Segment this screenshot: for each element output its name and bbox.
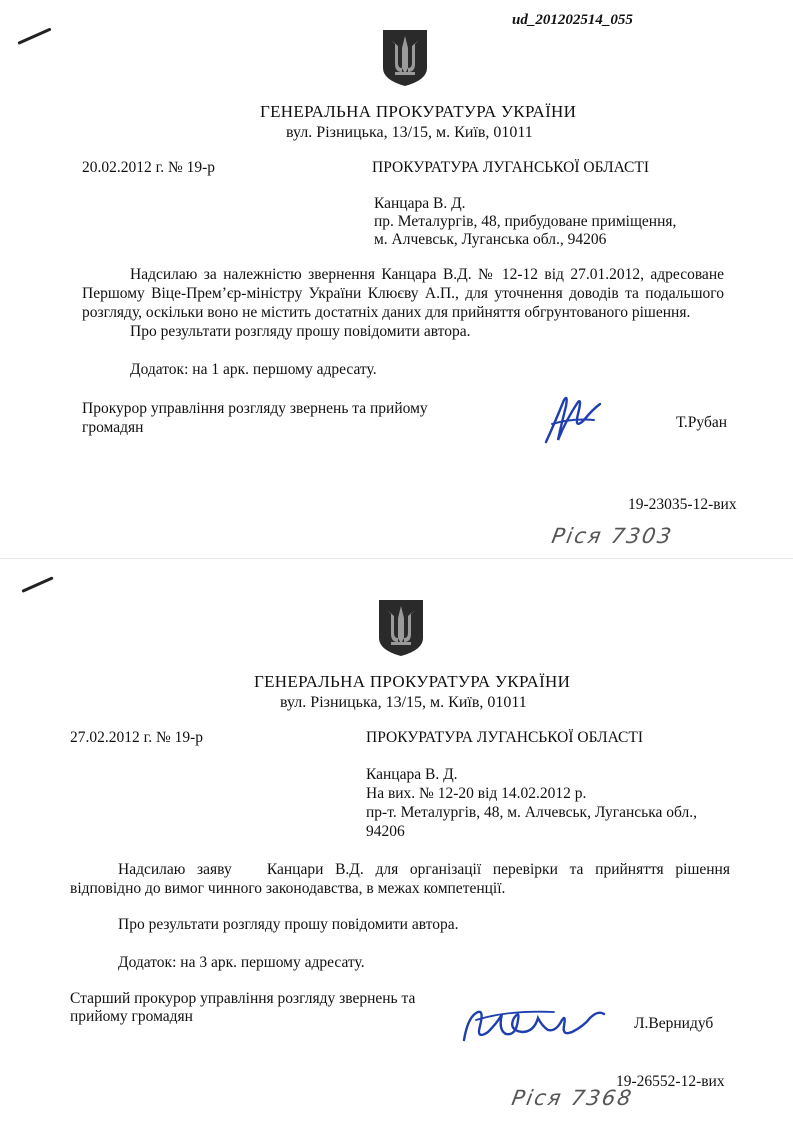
addressee-city: м. Алчевськ, Луганська обл., 94206	[374, 231, 607, 248]
result-request: Про результати розгляду прошу повідомити автора.	[130, 323, 471, 340]
org-address: вул. Різницька, 13/15, м. Київ, 01011	[286, 124, 533, 141]
addressee-postcode: 94206	[366, 823, 405, 840]
registration-stamp: Ріся 7303	[549, 524, 675, 548]
corner-mark	[17, 27, 51, 44]
signature	[538, 390, 608, 450]
document-id: ud_201202514_055	[512, 12, 633, 28]
signer-title-cont: прийому громадян	[70, 1008, 193, 1025]
date-reference: 20.02.2012 г. № 19-р	[82, 159, 216, 176]
org-address: вул. Різницька, 13/15, м. Київ, 01011	[280, 694, 527, 711]
coat-of-arms-icon	[381, 28, 429, 88]
body-line: Першому Віце-Прем’єр-міністру України Клюєву А.П., для уточнення доводів та подальшого	[82, 285, 724, 302]
result-request: Про результати розгляду прошу повідомити автора.	[118, 916, 459, 933]
signer-title-cont: громадян	[82, 419, 144, 436]
addressee-name: Канцара В. Д.	[366, 766, 458, 783]
body-line: відповідно до вимог чинного законодавства, в межах компетенції.	[70, 880, 506, 897]
recipient-org: ПРОКУРАТУРА ЛУГАНСЬКОЇ ОБЛАСТІ	[372, 159, 649, 176]
org-name: ГЕНЕРАЛЬНА ПРОКУРАТУРА УКРАЇНИ	[260, 102, 577, 121]
addressee-address: пр. Металургів, 48, прибудоване приміщення,	[374, 213, 677, 230]
registration-stamp: Ріся 7368	[509, 1086, 635, 1110]
body-line: Надсилаю за належністю звернення Канцара В.Д. № 12-12 від 27.01.2012, адресоване	[130, 266, 724, 283]
outgoing-reference: 19-23035-12-вих	[628, 496, 737, 513]
coat-of-arms-icon	[377, 598, 425, 658]
corner-mark	[21, 576, 53, 593]
date-reference: 27.02.2012 г. № 19-р	[70, 729, 204, 746]
org-name: ГЕНЕРАЛЬНА ПРОКУРАТУРА УКРАЇНИ	[254, 672, 571, 691]
body-line: розгляду, оскільки воно не містить достатніх даних для прийняття обгрунтованого рішення.	[82, 304, 691, 321]
addressee-name: Канцара В. Д.	[374, 195, 466, 212]
signer-name: Л.Вернидуб	[634, 1015, 714, 1032]
signer-title: Старший прокурор управління розгляду звернень та	[70, 990, 416, 1007]
addressee-ref: На вих. № 12-20 від 14.02.2012 р.	[366, 785, 587, 802]
recipient-org: ПРОКУРАТУРА ЛУГАНСЬКОЇ ОБЛАСТІ	[366, 729, 643, 746]
body-line: Надсилаю заяву Канцари В.Д. для організації перевірки та прийняття рішення	[118, 861, 730, 878]
addressee-address: пр-т. Металургів, 48, м. Алчевськ, Луганська обл.,	[366, 804, 697, 821]
signer-name: Т.Рубан	[676, 414, 728, 431]
page-separator	[0, 558, 793, 559]
letter-body	[70, 860, 730, 898]
attachment-note: Додаток: на 1 арк. першому адресату.	[130, 361, 377, 378]
signer-title: Прокурор управління розгляду звернень та прийому	[82, 400, 428, 417]
letter-body	[82, 265, 724, 322]
outgoing-reference: 19-26552-12-вих	[616, 1073, 725, 1090]
signature	[458, 996, 608, 1056]
attachment-note: Додаток: на 3 арк. першому адресату.	[118, 954, 365, 971]
